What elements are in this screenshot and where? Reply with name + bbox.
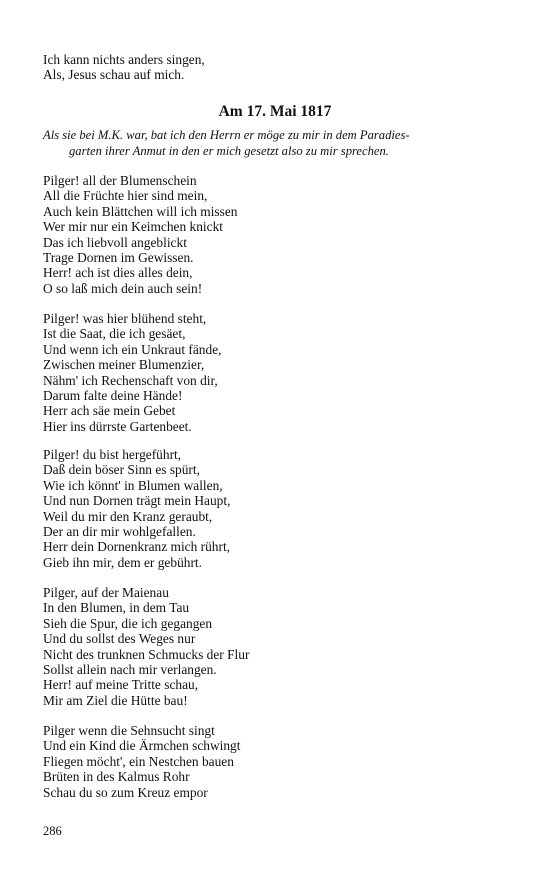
verse-line: Darum falte deine Hände! [43, 388, 183, 404]
verse-line: All die Früchte hier sind mein, [43, 188, 208, 204]
verse-line: Trage Dornen im Gewissen. [43, 250, 194, 266]
verse-line: Auch kein Blättchen will ich missen [43, 203, 238, 219]
verse-line: Wer mir nur ein Keimchen knickt [43, 219, 224, 235]
verse-line: Daß dein böser Sinn es spürt, [43, 462, 200, 478]
verse-line: Mir am Ziel die Hütte bau! [43, 692, 188, 708]
verse-line: Nicht des trunknen Schmucks der Flur [43, 646, 250, 662]
verse-line: Pilger! du bist hergeführt, [43, 447, 182, 462]
verse-line: Hier ins dürrste Gartenbeet. [43, 418, 192, 434]
stanza-4 [43, 585, 503, 708]
intro-verse [43, 52, 503, 83]
subtitle-line: Als sie bei M.K. war, bat ich den Herrn er möge zu mir in dem Paradies- [43, 128, 410, 142]
stanza-3 [43, 447, 503, 570]
verse-line: Das ich liebvoll angeblickt [43, 234, 187, 250]
stanza-5 [43, 723, 503, 800]
verse-line: Und nun Dornen trägt mein Haupt, [43, 493, 231, 509]
verse-line: Pilger! all der Blumenschein [43, 173, 197, 188]
verse-line: Fliegen möcht', ein Nestchen bauen [43, 753, 234, 769]
verse-line: Und ein Kind die Ärmchen schwingt [43, 738, 241, 754]
verse-line: Ich kann nichts anders singen, [43, 52, 205, 67]
verse-line: Gieb ihn mir, dem er gebührt. [43, 554, 202, 570]
verse-line: Herr! ach ist dies alles dein, [43, 265, 193, 281]
verse-line: Weil du mir den Kranz geraubt, [43, 508, 213, 524]
verse-line: O so laß mich dein auch sein! [43, 280, 203, 296]
verse-line: Zwischen meiner Blumenzier, [43, 357, 205, 373]
verse-line: In den Blumen, in dem Tau [43, 600, 190, 616]
verse-line: Nähm' ich Rechenschaft von dir, [43, 372, 218, 388]
stanza-1 [43, 173, 503, 296]
verse-line: Pilger, auf der Maienau [43, 585, 169, 600]
verse-line: Als, Jesus schau auf mich. [43, 67, 185, 83]
verse-line: Pilger! was hier blühend steht, [43, 311, 207, 326]
verse-line: Brüten in des Kalmus Rohr [43, 769, 190, 785]
poem-subtitle [43, 128, 513, 159]
verse-line: Ist die Saat, die ich gesäet, [43, 326, 186, 342]
verse-line: Sollst allein nach mir verlangen. [43, 662, 217, 678]
verse-line: Wie ich könnt' in Blumen wallen, [43, 477, 223, 493]
verse-line: Und wenn ich ein Unkraut fände, [43, 341, 222, 357]
poem-title: Am 17. Mai 1817 [218, 103, 332, 120]
verse-line: Pilger wenn die Sehnsucht singt [43, 723, 215, 738]
verse-line: Schau du so zum Kreuz empor [43, 784, 208, 800]
verse-line: Der an dir mir wohlgefallen. [43, 524, 196, 540]
page-number: 286 [43, 824, 62, 838]
verse-line: Herr ach säe mein Gebet [43, 403, 176, 419]
verse-line: Herr dein Dornenkranz mich rührt, [43, 539, 231, 555]
subtitle-line: garten ihrer Anmut in den er mich gesetzt also zu mir sprechen. [69, 143, 389, 158]
verse-line: Und du sollst des Weges nur [43, 631, 196, 647]
stanza-2 [43, 311, 503, 434]
verse-line: Sieh die Spur, die ich gegangen [43, 615, 213, 631]
verse-line: Herr! auf meine Tritte schau, [43, 677, 199, 693]
